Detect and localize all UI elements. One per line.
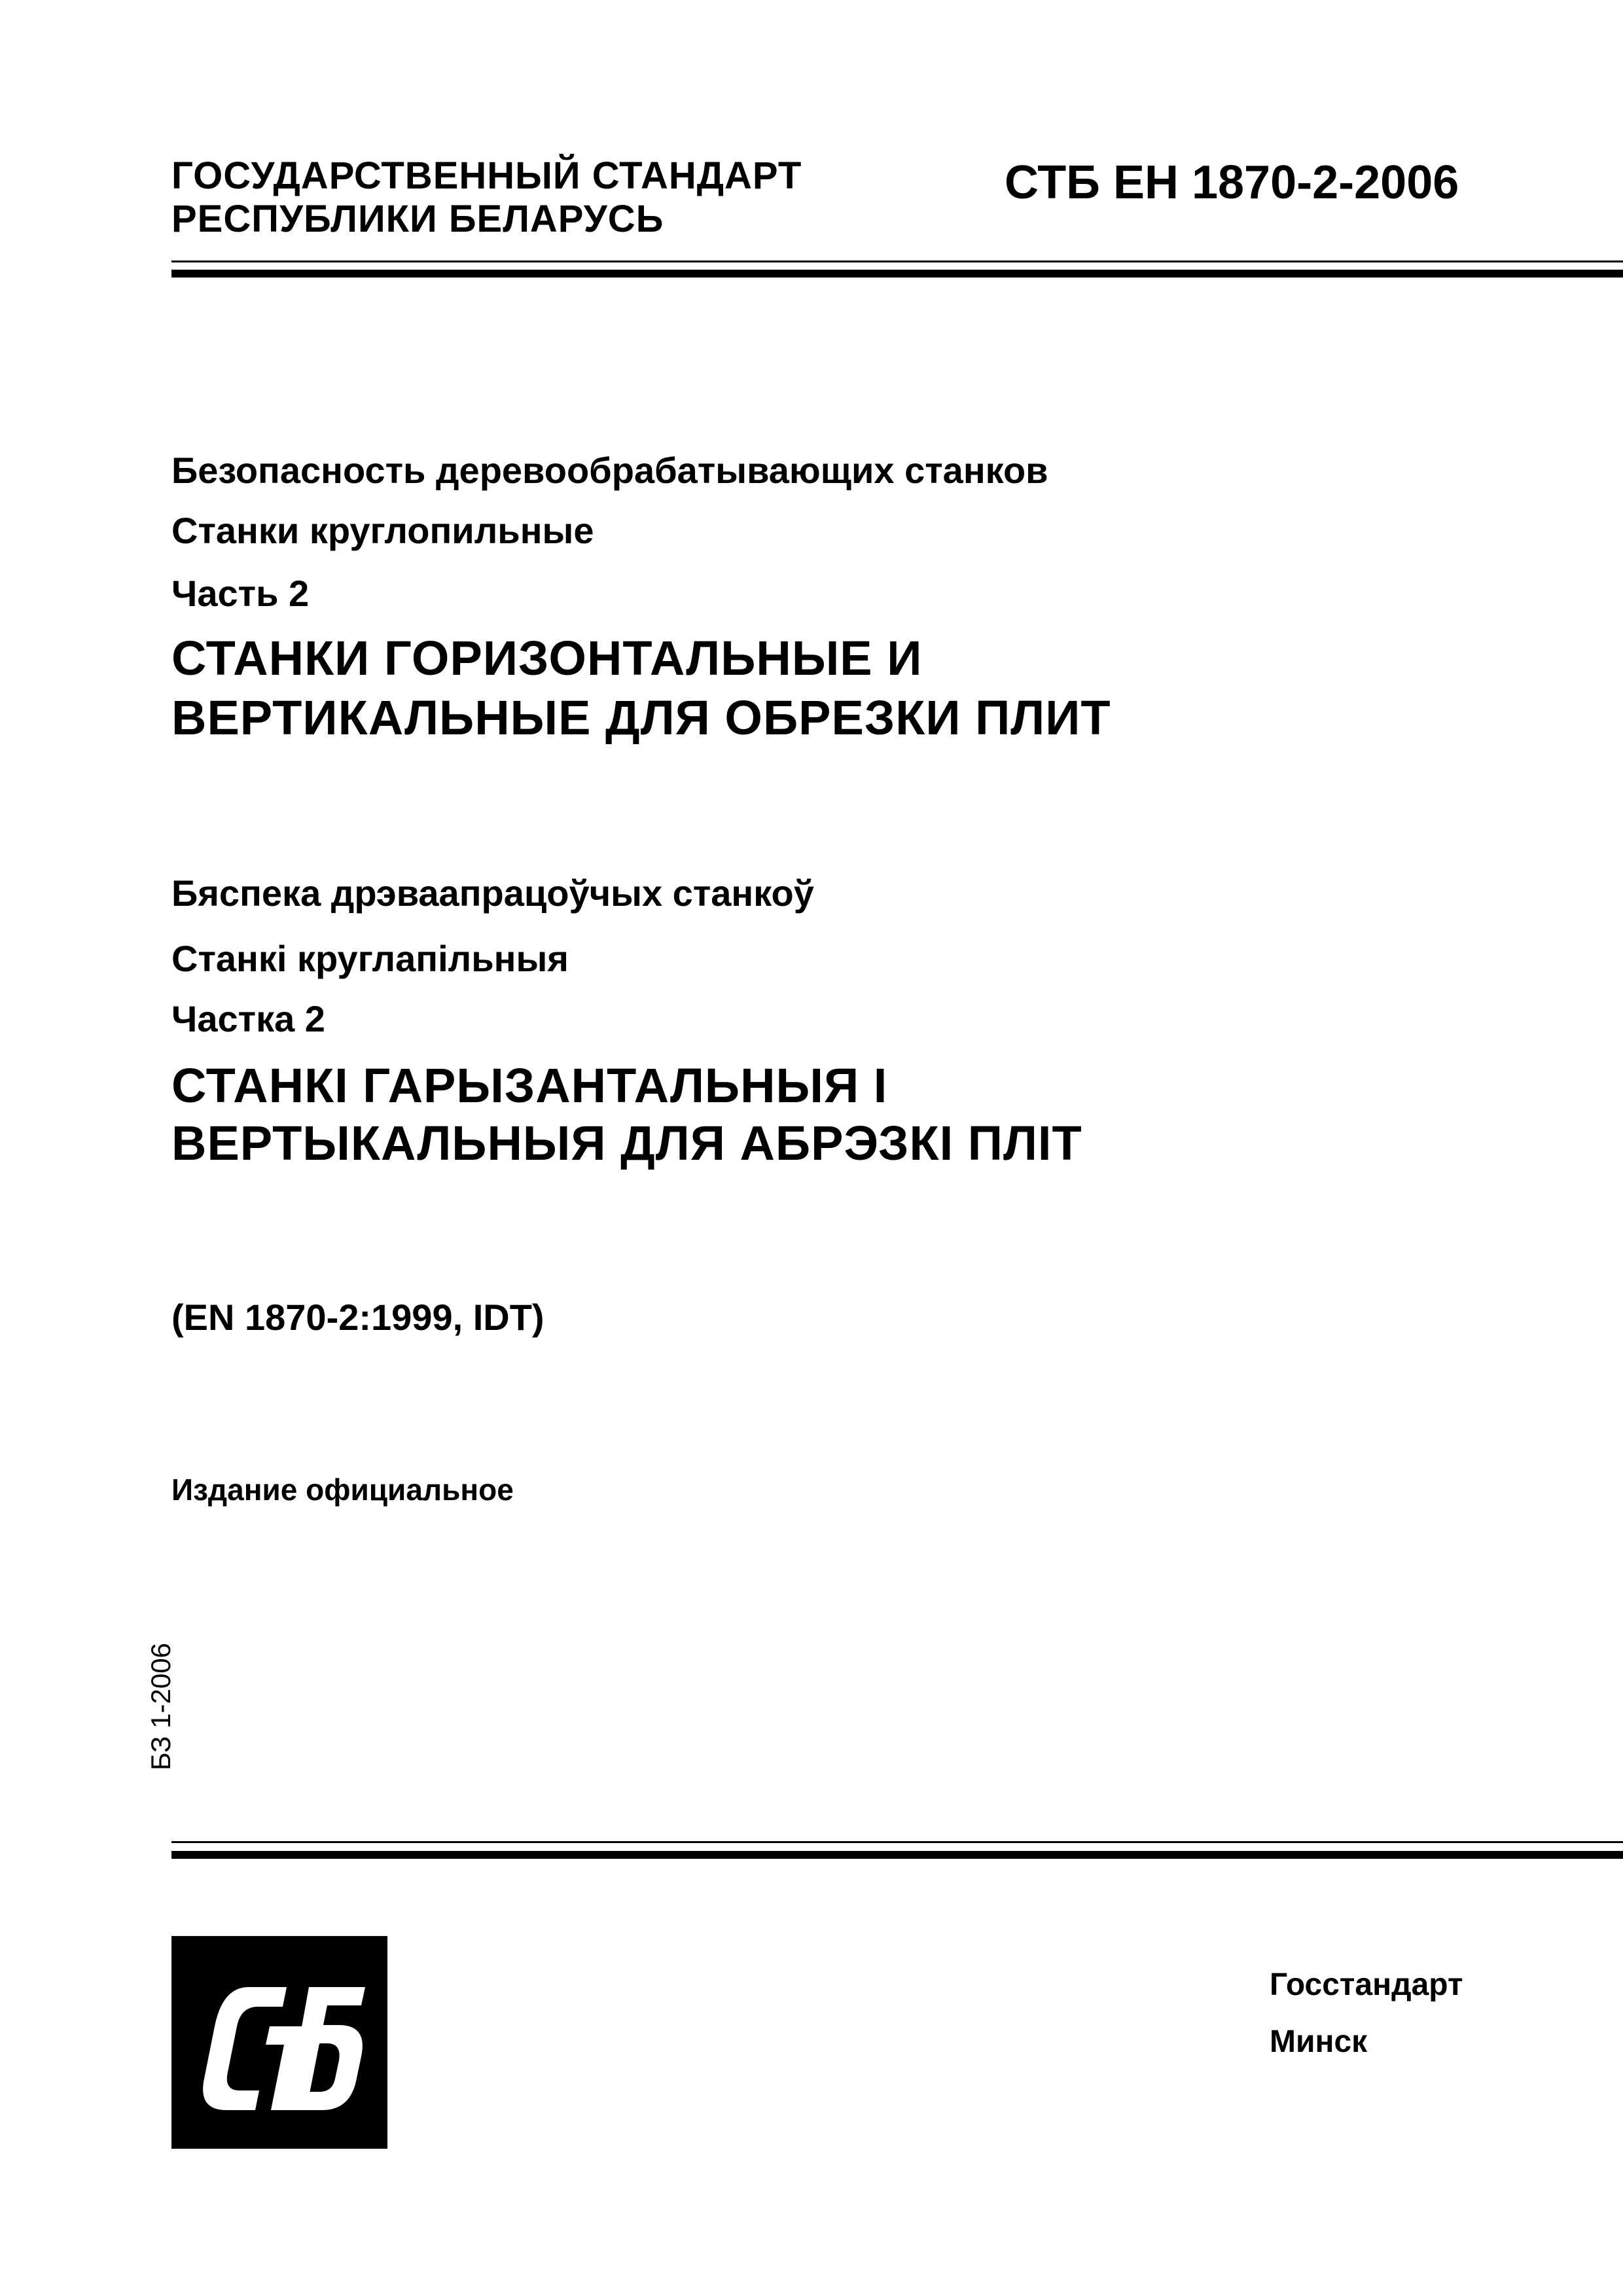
international-reference: (EN 1870-2:1999, IDT) xyxy=(171,1297,544,1338)
footer-rule-thin xyxy=(171,1841,1623,1843)
publisher-name: Госстандарт xyxy=(1270,1967,1463,2002)
standard-number: СТБ ЕН 1870-2-2006 xyxy=(1005,156,1459,209)
header-rule-thin xyxy=(171,260,1623,262)
publisher-city: Минск xyxy=(1270,2024,1368,2059)
edition-label: Издание официальное xyxy=(171,1473,514,1507)
title-ru-main-line2: ВЕРТИКАЛЬНЫЕ ДЛЯ ОБРЕЗКИ ПЛИТ xyxy=(171,691,1111,745)
stb-logo-icon xyxy=(171,1936,387,2149)
side-code: БЗ 1-2006 xyxy=(145,1643,176,1770)
title-by-main-line1: СТАНКІ ГАРЫЗАНТАЛЬНЫЯ І xyxy=(171,1058,888,1113)
title-by-main-line2: ВЕРТЫКАЛЬНЫЯ ДЛЯ АБРЭЗКІ ПЛІТ xyxy=(171,1116,1082,1170)
title-by-part: Частка 2 xyxy=(171,998,325,1039)
stb-logo xyxy=(171,1936,387,2149)
title-ru-part: Часть 2 xyxy=(171,573,310,614)
title-by-line2: Станкі круглапільныя xyxy=(171,938,569,979)
header-rule-thick xyxy=(171,270,1623,278)
title-by-line1: Бяспека дрэваапрацоўчых станкоў xyxy=(171,872,814,914)
org-name-line1: ГОСУДАРСТВЕННЫЙ СТАНДАРТ xyxy=(171,154,802,197)
title-ru-line2: Станки круглопильные xyxy=(171,510,594,551)
footer-rule-thick xyxy=(171,1851,1623,1859)
org-name-line2: РЕСПУБЛИКИ БЕЛАРУСЬ xyxy=(171,198,664,240)
title-ru-line1: Безопасность деревообрабатывающих станков xyxy=(171,450,1048,491)
logo-text xyxy=(387,1936,388,1937)
title-ru-main-line1: СТАНКИ ГОРИЗОНТАЛЬНЫЕ И xyxy=(171,631,923,685)
